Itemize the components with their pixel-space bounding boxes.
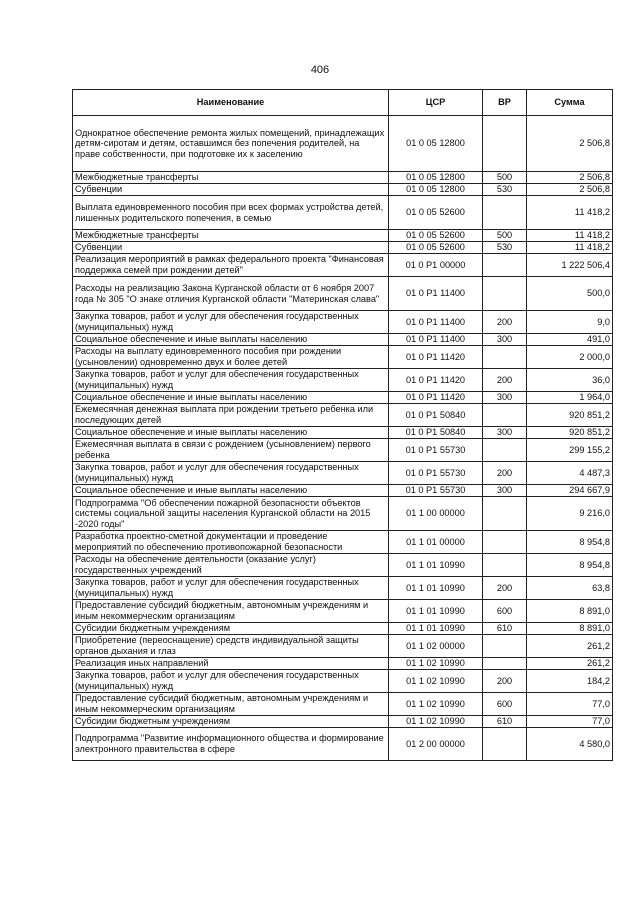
cell-csr: 01 1 01 10990: [389, 600, 483, 623]
cell-sum: 920 851,2: [527, 427, 613, 439]
table-row: [73, 404, 613, 427]
cell-sum: 491,0: [527, 334, 613, 346]
cell-name: Ежемесячная выплата в связи с рождением (усыновлением) первого ребенка: [73, 439, 389, 462]
cell-name: Разработка проектно-сметной документации и проведение мероприятий по обеспечению противопожарной безопасности: [73, 531, 389, 554]
cell-vr: [483, 346, 527, 369]
cell-name: Подпрограмма "Развитие информационного общества и формирование электронного правительства в сфере: [73, 728, 389, 761]
cell-csr: 01 0 P1 11420: [389, 346, 483, 369]
cell-name: Закупка товаров, работ и услуг для обеспечения государственных (муниципальных) нужд: [73, 311, 389, 334]
cell-sum: 9,0: [527, 311, 613, 334]
cell-name: Субсидии бюджетным учреждениям: [73, 623, 389, 635]
cell-vr: [483, 196, 527, 230]
cell-csr: 01 1 02 10990: [389, 716, 483, 728]
table-row: [73, 334, 613, 346]
table-row: [73, 716, 613, 728]
cell-vr: 200: [483, 311, 527, 334]
table-row: [73, 577, 613, 600]
cell-vr: [483, 404, 527, 427]
cell-sum: 77,0: [527, 716, 613, 728]
cell-csr: 01 0 05 12800: [389, 184, 483, 196]
cell-name: Предоставление субсидий бюджетным, автономным учреждениям и иным некоммерческим организациям: [73, 600, 389, 623]
table-row: [73, 392, 613, 404]
cell-sum: 1 222 506,4: [527, 254, 613, 277]
cell-sum: 2 000,0: [527, 346, 613, 369]
cell-sum: 261,2: [527, 635, 613, 658]
cell-name: Приобретение (переоснащение) средств индивидуальной защиты органов дыхания и глаз: [73, 635, 389, 658]
table-row: [73, 531, 613, 554]
cell-csr: 01 0 P1 11400: [389, 311, 483, 334]
cell-vr: 600: [483, 693, 527, 716]
cell-sum: 2 506,8: [527, 184, 613, 196]
cell-vr: [483, 497, 527, 531]
cell-sum: 11 418,2: [527, 196, 613, 230]
cell-sum: 500,0: [527, 277, 613, 311]
cell-vr: 500: [483, 172, 527, 184]
cell-vr: [483, 254, 527, 277]
cell-sum: 8 954,8: [527, 554, 613, 577]
cell-csr: 01 0 P1 11400: [389, 334, 483, 346]
cell-csr: 01 0 P1 11420: [389, 392, 483, 404]
table-row: [73, 242, 613, 254]
cell-vr: 530: [483, 184, 527, 196]
table-row: [73, 230, 613, 242]
header-sum: Сумма: [527, 90, 613, 116]
cell-csr: 01 2 00 00000: [389, 728, 483, 761]
budget-table: [72, 89, 613, 761]
table-row: [73, 728, 613, 761]
table-row: [73, 254, 613, 277]
table-row: [73, 172, 613, 184]
cell-vr: [483, 554, 527, 577]
cell-name: Однократное обеспечение ремонта жилых помещений, принадлежащих детям-сиротам и детям, оставшимся без попечения родителей, на праве собственности, при подготовке их к заселению: [73, 116, 389, 172]
cell-csr: 01 1 01 00000: [389, 531, 483, 554]
cell-vr: [483, 658, 527, 670]
cell-vr: 200: [483, 462, 527, 485]
cell-csr: 01 1 00 00000: [389, 497, 483, 531]
cell-sum: 299 155,2: [527, 439, 613, 462]
cell-name: Предоставление субсидий бюджетным, автономным учреждениям и иным некоммерческим организациям: [73, 693, 389, 716]
cell-csr: 01 0 05 52600: [389, 242, 483, 254]
cell-csr: 01 1 02 10990: [389, 693, 483, 716]
cell-sum: 9 216,0: [527, 497, 613, 531]
cell-vr: 300: [483, 392, 527, 404]
cell-csr: 01 1 02 10990: [389, 670, 483, 693]
cell-name: Межбюджетные трансферты: [73, 172, 389, 184]
cell-name: Социальное обеспечение и иные выплаты населению: [73, 334, 389, 346]
cell-sum: 4 487,3: [527, 462, 613, 485]
table-row: [73, 485, 613, 497]
table-row: [73, 554, 613, 577]
cell-name: Реализация мероприятий в рамках федерального проекта "Финансовая поддержка семей при рождении детей": [73, 254, 389, 277]
cell-name: Реализация иных направлений: [73, 658, 389, 670]
table-row: [73, 623, 613, 635]
header-csr: ЦСР: [389, 90, 483, 116]
cell-name: Расходы на обеспечение деятельности (оказание услуг) государственных учреждений: [73, 554, 389, 577]
cell-csr: 01 0 P1 50840: [389, 427, 483, 439]
cell-vr: 300: [483, 334, 527, 346]
table-row: [73, 184, 613, 196]
cell-csr: 01 1 01 10990: [389, 623, 483, 635]
cell-csr: 01 1 02 00000: [389, 635, 483, 658]
cell-vr: 500: [483, 230, 527, 242]
header-name: Наименование: [73, 90, 389, 116]
cell-name: Субвенции: [73, 242, 389, 254]
cell-vr: [483, 531, 527, 554]
cell-vr: 600: [483, 600, 527, 623]
cell-vr: 200: [483, 369, 527, 392]
cell-sum: 261,2: [527, 658, 613, 670]
cell-csr: 01 0 P1 11400: [389, 277, 483, 311]
cell-vr: 200: [483, 577, 527, 600]
cell-vr: [483, 116, 527, 172]
table-row: [73, 462, 613, 485]
cell-csr: 01 0 05 52600: [389, 196, 483, 230]
cell-name: Закупка товаров, работ и услуг для обеспечения государственных (муниципальных) нужд: [73, 462, 389, 485]
cell-vr: [483, 277, 527, 311]
cell-csr: 01 0 05 12800: [389, 116, 483, 172]
cell-name: Межбюджетные трансферты: [73, 230, 389, 242]
cell-sum: 294 667,9: [527, 485, 613, 497]
table-row: [73, 439, 613, 462]
cell-sum: 920 851,2: [527, 404, 613, 427]
cell-sum: 11 418,2: [527, 242, 613, 254]
cell-vr: 200: [483, 670, 527, 693]
cell-csr: 01 0 P1 11420: [389, 369, 483, 392]
cell-csr: 01 0 P1 55730: [389, 485, 483, 497]
cell-name: Закупка товаров, работ и услуг для обеспечения государственных (муниципальных) нужд: [73, 369, 389, 392]
cell-vr: 300: [483, 485, 527, 497]
cell-name: Субсидии бюджетным учреждениям: [73, 716, 389, 728]
table-row: [73, 693, 613, 716]
table-row: [73, 346, 613, 369]
table-row: [73, 497, 613, 531]
cell-sum: 1 964,0: [527, 392, 613, 404]
cell-name: Закупка товаров, работ и услуг для обеспечения государственных (муниципальных) нужд: [73, 670, 389, 693]
cell-name: Социальное обеспечение и иные выплаты населению: [73, 485, 389, 497]
cell-name: Расходы на выплату единовременного пособия при рождении (усыновлении) одновременно двух и более детей: [73, 346, 389, 369]
cell-name: Социальное обеспечение и иные выплаты населению: [73, 427, 389, 439]
page-number: 406: [310, 64, 330, 76]
cell-csr: 01 0 P1 55730: [389, 462, 483, 485]
cell-sum: 36,0: [527, 369, 613, 392]
cell-vr: [483, 728, 527, 761]
table-row: [73, 277, 613, 311]
table-row: [73, 600, 613, 623]
cell-sum: 2 506,8: [527, 172, 613, 184]
cell-sum: 2 506,8: [527, 116, 613, 172]
cell-name: Закупка товаров, работ и услуг для обеспечения государственных (муниципальных) нужд: [73, 577, 389, 600]
table-row: [73, 658, 613, 670]
cell-name: Субвенции: [73, 184, 389, 196]
table-row: [73, 635, 613, 658]
cell-csr: 01 0 P1 55730: [389, 439, 483, 462]
cell-sum: 77,0: [527, 693, 613, 716]
cell-csr: 01 0 P1 00000: [389, 254, 483, 277]
table-row: [73, 427, 613, 439]
cell-name: Расходы на реализацию Закона Курганской области от 6 ноября 2007 года № 305 "О знаке отличия Курганской области "Материнская слава": [73, 277, 389, 311]
cell-vr: 530: [483, 242, 527, 254]
cell-vr: 610: [483, 623, 527, 635]
cell-name: Социальное обеспечение и иные выплаты населению: [73, 392, 389, 404]
cell-sum: 184,2: [527, 670, 613, 693]
cell-sum: 4 580,0: [527, 728, 613, 761]
cell-sum: 63,8: [527, 577, 613, 600]
table-row: [73, 369, 613, 392]
cell-name: Подпрограмма "Об обеспечении пожарной безопасности объектов системы социальной защиты населения Курганской области на 2015 -2020 годы": [73, 497, 389, 531]
cell-csr: 01 0 05 52600: [389, 230, 483, 242]
cell-vr: [483, 439, 527, 462]
header-vr: ВР: [483, 90, 527, 116]
cell-name: Ежемесячная денежная выплата при рождении третьего ребенка или последующих детей: [73, 404, 389, 427]
cell-csr: 01 1 01 10990: [389, 554, 483, 577]
table-row: [73, 670, 613, 693]
cell-sum: 8 891,0: [527, 600, 613, 623]
cell-sum: 8 954,8: [527, 531, 613, 554]
cell-sum: 8 891,0: [527, 623, 613, 635]
table-row: [73, 196, 613, 230]
cell-csr: 01 1 01 10990: [389, 577, 483, 600]
cell-csr: 01 0 05 12800: [389, 172, 483, 184]
cell-csr: 01 1 02 10990: [389, 658, 483, 670]
table-row: [73, 116, 613, 172]
cell-sum: 11 418,2: [527, 230, 613, 242]
cell-vr: 610: [483, 716, 527, 728]
cell-csr: 01 0 P1 50840: [389, 404, 483, 427]
table-header-row: [73, 90, 613, 116]
cell-vr: 300: [483, 427, 527, 439]
cell-vr: [483, 635, 527, 658]
cell-name: Выплата единовременного пособия при всех формах устройства детей, лишенных родительского попечения, в семью: [73, 196, 389, 230]
table-row: [73, 311, 613, 334]
